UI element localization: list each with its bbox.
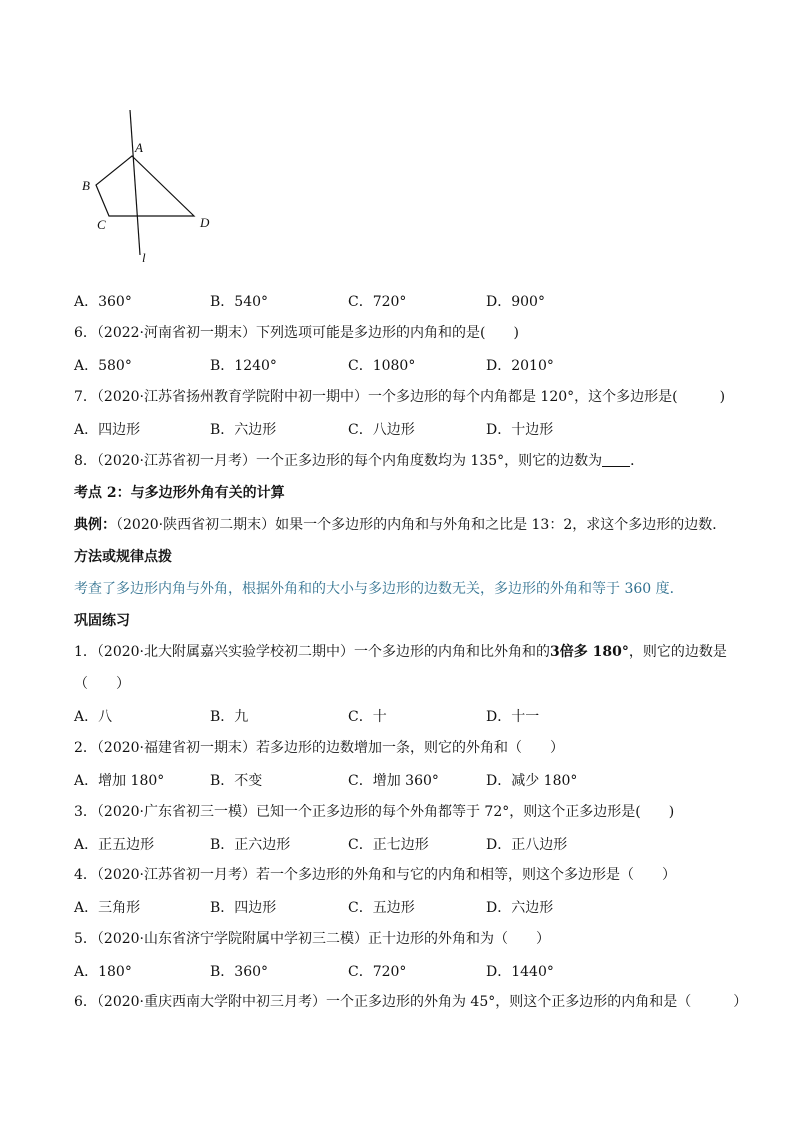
option-a: A．360° (74, 294, 132, 310)
line-l (130, 110, 140, 255)
practice-1 (74, 642, 727, 662)
option-c: C．720° (348, 964, 407, 980)
section-heading: 考点 2：与多边形外角有关的计算 (74, 485, 285, 501)
practice-1-text: 1．（2020·北大附属嘉兴实验学校初二期中）一个多边形的内角和比外角和的 (74, 644, 550, 660)
option-a: A．580° (74, 358, 132, 374)
option-b: B．正六边形 (210, 837, 291, 853)
method-text: 考查了多边形内角与外角，根据外角和的大小与多边形的边数无关，多边形的外角和等于 360 度． (74, 581, 684, 597)
label-d: D (200, 215, 210, 230)
practice-6: 6．（2020·重庆西南大学附中初三月考）一个正多边形的外角为 45°，则这个正多边形的内角和是（ ） (74, 994, 748, 1010)
method-heading: 方法或规律点拨 (74, 549, 172, 565)
option-a: A．八 (74, 709, 113, 725)
quadrilateral-figure (70, 100, 230, 270)
option-a: A．180° (74, 964, 132, 980)
option-a: A．四边形 (74, 422, 141, 438)
practice-3: 3．（2020·广东省初三一模）已知一个正多边形的每个外角都等于 72°，则这个正多边形是( ) (74, 804, 675, 820)
practice-5: 5．（2020·山东省济宁学院附属中学初三二模）正十边形的外角和为（ ） (74, 931, 550, 947)
label-b: B (82, 178, 90, 193)
option-a: A．三角形 (74, 900, 141, 916)
option-d: D．十边形 (486, 422, 554, 438)
option-b: B．六边形 (210, 422, 277, 438)
option-d: D．1440° (486, 964, 554, 980)
option-d: D．2010° (486, 358, 554, 374)
option-b: B．九 (210, 709, 249, 725)
option-b: B．不变 (210, 773, 263, 789)
option-c: C．十 (348, 709, 387, 725)
option-d: D．900° (486, 294, 545, 310)
label-c: C (97, 217, 106, 232)
option-c: C．增加 360° (348, 773, 439, 789)
question-6: 6．（2022·河南省初一期末）下列选项可能是多边形的内角和的是( ) (74, 325, 519, 341)
option-b: B．360° (210, 964, 269, 980)
question-7: 7．（2020·江苏省扬州教育学院附中初一期中）一个多边形的每个内角都是 120°，这个多边形是( ) (74, 389, 726, 405)
question-8-end: ． (630, 453, 645, 469)
question-8-text: 8．（2020·江苏省初一月考）一个正多边形的每个内角度数均为 135°，则它的边数为 (74, 453, 603, 469)
option-a: A．增加 180° (74, 773, 165, 789)
answer-blank[interactable] (602, 452, 630, 467)
option-d: D．十一 (486, 709, 540, 725)
option-a: A．正五边形 (74, 837, 155, 853)
practice-1-line2: （ ） (74, 676, 130, 692)
option-c: C．1080° (348, 358, 416, 374)
option-c: C．720° (348, 294, 407, 310)
example-label: 典例： (74, 517, 116, 533)
practice-1-text-end: ，则它的边数是 (628, 644, 727, 660)
practice-1-bold: 3倍多 180° (550, 644, 629, 660)
practice-4: 4．（2020·江苏省初一月考）若一个多边形的外角和与它的内角和相等，则这个多边形是（ ） (74, 867, 676, 883)
option-d: D．减少 180° (486, 773, 578, 789)
option-c: C．正七边形 (348, 837, 429, 853)
label-a: A (135, 140, 143, 155)
option-d: D．正八边形 (486, 837, 568, 853)
option-b: B．1240° (210, 358, 277, 374)
example-text: （2020·陕西省初二期末）如果一个多边形的内角和与外角和之比是 13：2，求这个多边形的边数． (116, 517, 727, 533)
option-b: B．540° (210, 294, 269, 310)
question-8 (74, 451, 644, 471)
example (74, 515, 726, 535)
option-d: D．六边形 (486, 900, 554, 916)
option-c: C．八边形 (348, 422, 415, 438)
quadrilateral-abcd (96, 156, 194, 216)
practice-2: 2．（2020·福建省初一期末）若多边形的边数增加一条，则它的外角和（ ） (74, 740, 564, 756)
practice-heading: 巩固练习 (74, 613, 130, 629)
option-c: C．五边形 (348, 900, 415, 916)
option-b: B．四边形 (210, 900, 277, 916)
label-l: l (142, 250, 146, 265)
